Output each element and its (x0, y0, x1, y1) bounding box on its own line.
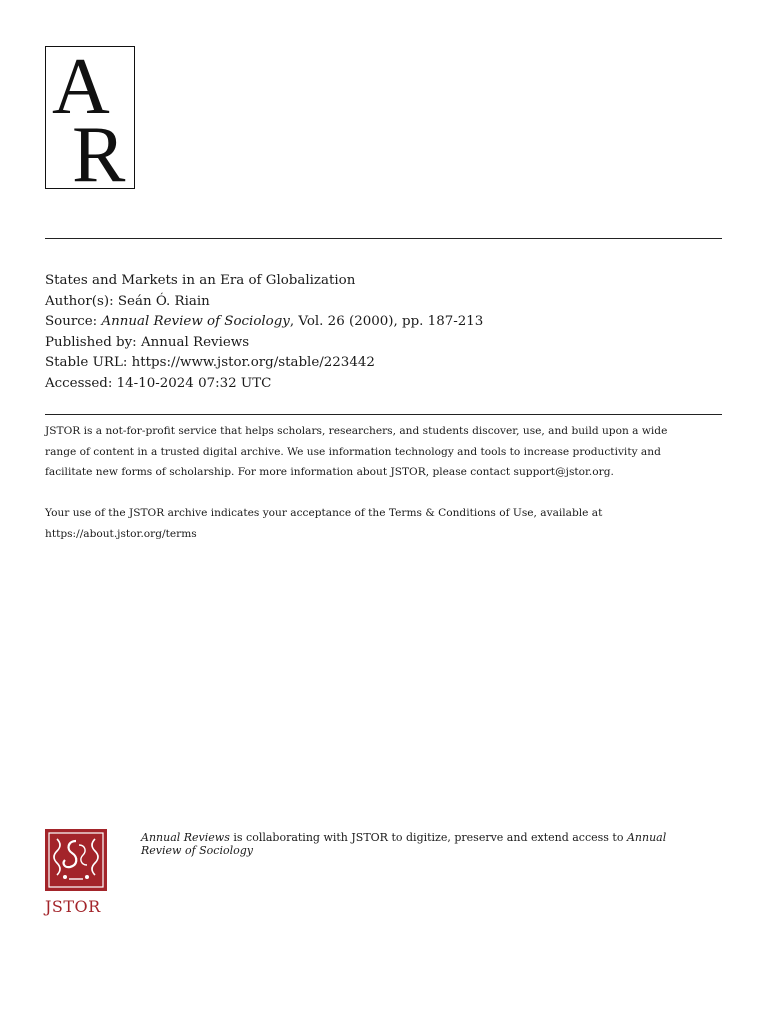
terms-link[interactable]: https://about.jstor.org/terms (45, 527, 197, 540)
collab-journal-cont: Review of Sociology (141, 843, 253, 857)
notice-line: JSTOR is a not-for-profit service that helps scholars, researchers, and students discover, use, and build upon a wide (45, 425, 668, 437)
jstor-logo (45, 829, 109, 916)
notice-line: facilitate new forms of scholarship. For more information about JSTOR, please contact support@jstor.org. (45, 466, 614, 478)
jstor-wordmark: JSTOR (45, 897, 101, 916)
annual-reviews-logo (45, 46, 135, 189)
publisher-name: Annual Reviews (140, 334, 250, 350)
stable-url-line: Stable URL: https://www.jstor.org/stable/223442 (45, 355, 375, 371)
author-line: Author(s): Seán Ó. Riain (45, 293, 210, 309)
journal-name: Annual Review of Sociology (101, 314, 290, 330)
source-line: Source: Annual Review of Sociology, Vol. 26 (2000), pp. 187-213 (45, 314, 484, 330)
terms-line: Your use of the JSTOR archive indicates your acceptance of the Terms & Conditions of Use, available at (45, 507, 603, 519)
collab-publisher: Annual Reviews (141, 831, 230, 844)
notice-line: range of content in a trusted digital archive. We use information technology and tools to increase productivity and (45, 445, 661, 458)
article-metadata (45, 271, 483, 395)
collaboration-statement: Annual Reviews is collaborating with JSTOR to digitize, preserve and extend access to Annual Review of Sociology (141, 831, 667, 857)
accessed-date: 14-10-2024 07:32 UTC (116, 375, 272, 391)
publisher-line: Published by: Annual Reviews (45, 334, 250, 350)
collab-journal: Annual (626, 831, 667, 844)
jstor-notice (45, 421, 725, 483)
stable-url-link[interactable]: https://www.jstor.org/stable/223442 (131, 355, 375, 371)
jstor-seal-icon (45, 829, 107, 891)
article-title: States and Markets in an Era of Globalization (45, 273, 356, 288)
accessed-line: Accessed: 14-10-2024 07:32 UTC (45, 375, 272, 391)
top-divider (45, 238, 722, 239)
middle-divider (45, 414, 722, 415)
terms-notice (45, 503, 725, 544)
svg-text:R: R (72, 111, 126, 187)
author-name: Seán Ó. Riain (117, 293, 210, 309)
svg-text:A: A (52, 47, 110, 131)
